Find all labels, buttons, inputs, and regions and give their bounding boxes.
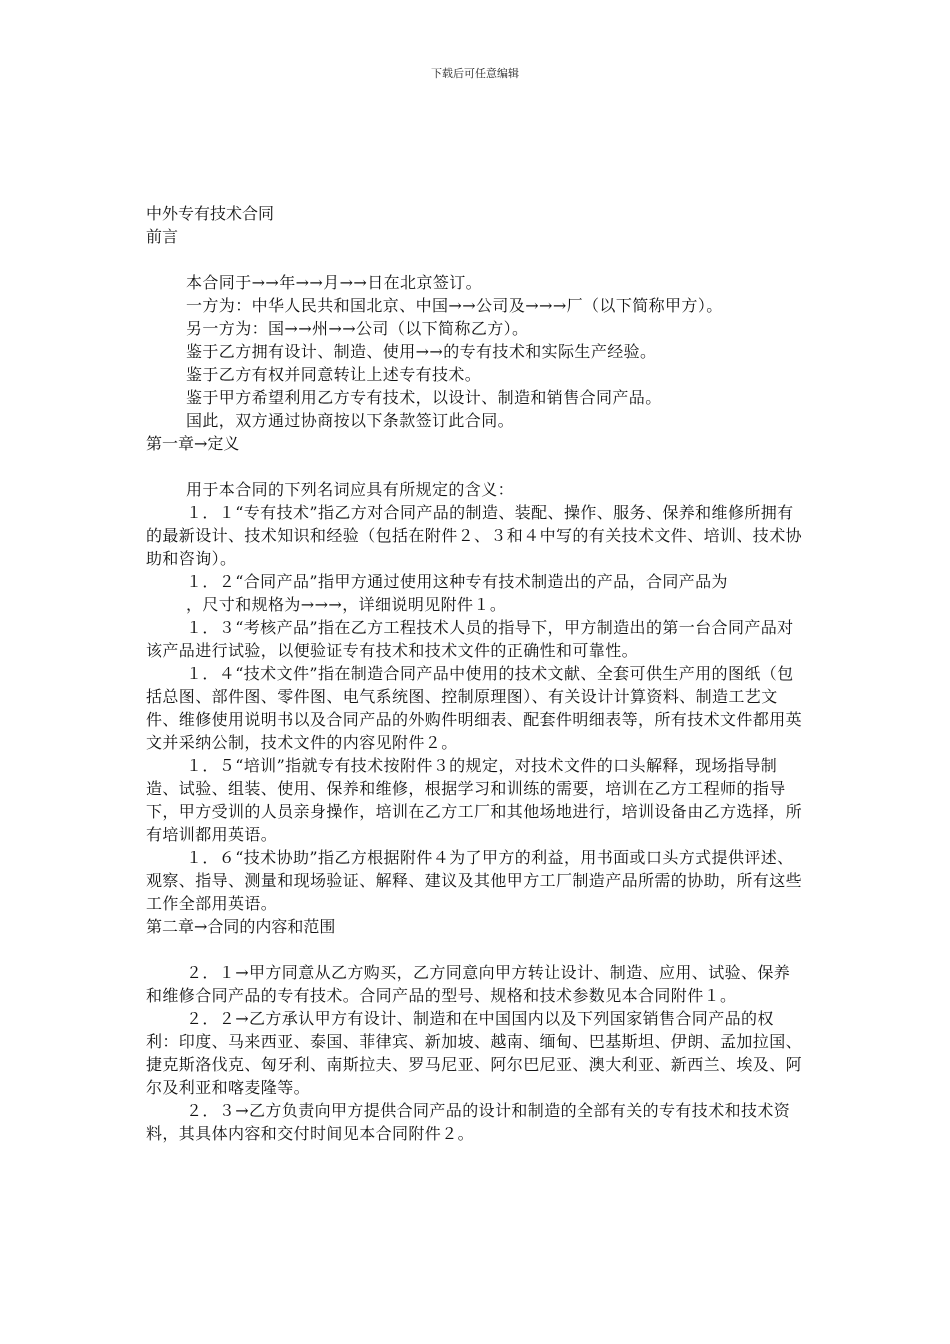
scope-clause: ２．１→甲方同意从乙方购买，乙方同意向甲方转让设计、制造、应用、试验、保养和维修合同产品的专有技术。合同产品的型号、规格和技术参数见本合同附件１。 [146, 963, 791, 1005]
preface-paragraph: 另一方为：国→→州→→公司（以下简称乙方）。 [186, 319, 529, 338]
preface-paragraph: 本合同于→→年→→月→→日在北京签订。 [186, 273, 483, 292]
definition-clause: １．３“考核产品”指在乙方工程技术人员的指导下，甲方制造出的第一台合同产品对该产品进行试验，以便验证专有技术和技术文件的正确性和可靠性。 [146, 618, 794, 660]
chapter1-heading: 第一章→定义 [146, 434, 240, 453]
preface-heading: 前言 [146, 227, 179, 246]
preface-paragraph: 鉴于乙方拥有设计、制造、使用→→的专有技术和实际生产经验。 [186, 342, 657, 361]
preface-paragraph: 国此，双方通过协商按以下条款签订此合同。 [186, 411, 515, 430]
definition-clause: １．５“培训”指就专有技术按附件３的规定，对技术文件的口头解释，现场指导制造、试验、组装、使用、保养和维修，根据学习和训练的需要，培训在乙方工程师的指导下，甲方受训的人员亲身操作，培训在乙方工厂和其他场地进行，培训设备由乙方选择，所有培训都用英语。 [146, 756, 803, 844]
document-title: 中外专有技术合同 [146, 204, 275, 223]
preface-paragraph: 鉴于甲方希望利用乙方专有技术，以设计、制造和销售合同产品。 [186, 388, 662, 407]
definition-intro: 用于本合同的下列名词应具有所规定的含义： [186, 480, 515, 499]
header-note: 下载后可任意编辑 [431, 67, 519, 80]
definition-clause: １．６“技术协助”指乙方根据附件４为了甲方的利益，用书面或口头方式提供评述、观察、指导、测量和现场验证、解释、建议及其他甲方工厂制造产品所需的协助，所有这些工作全部用英语。 [146, 848, 803, 913]
definition-clause-continuation: ，尺寸和规格为→→→，详细说明见附件１。 [186, 595, 507, 614]
definition-clause: １．４“技术文件”指在制造合同产品中使用的技术文献、全套可供生产用的图纸（包括总图、部件图、零件图、电气系统图、控制原理图）、有关设计计算资料、制造工艺文件、维修使用说明书以及合同产品的外购件明细表、配套件明细表等，所有技术文件都用英文并采纳公制，技术文件的内容见附件２。 [146, 664, 803, 752]
preface-paragraph: 一方为：中华人民共和国北京、中国→→公司及→→→厂（以下简称甲方）。 [186, 296, 723, 315]
chapter2-heading: 第二章→合同的内容和范围 [146, 917, 336, 936]
definition-clause: １．２“合同产品”指甲方通过使用这种专有技术制造出的产品，合同产品为 [186, 572, 728, 591]
scope-clause: ２．３→乙方负责向甲方提供合同产品的设计和制造的全部有关的专有技术和技术资料，其具体内容和交付时间见本合同附件２。 [146, 1101, 791, 1143]
contract-body [146, 202, 804, 1145]
preface-paragraph: 鉴于乙方有权并同意转让上述专有技术。 [186, 365, 482, 384]
definition-clause: １．１“专有技术”指乙方对合同产品的制造、装配、操作、服务、保养和维修所拥有的最新设计、技术知识和经验（包括在附件２、３和４中写的有关技术文件、培训、技术协助和咨询）。 [146, 503, 803, 568]
scope-clause: ２．２→乙方承认甲方有设计、制造和在中国国内以及下列国家销售合同产品的权利：印度、马来西亚、泰国、菲律宾、新加坡、越南、缅甸、巴基斯坦、伊朗、孟加拉国、捷克斯洛伐克、匈牙利、南斯拉夫、罗马尼亚、阿尔巴尼亚、澳大利亚、新西兰、埃及、阿尔及利亚和喀麦隆等。 [146, 1009, 803, 1097]
